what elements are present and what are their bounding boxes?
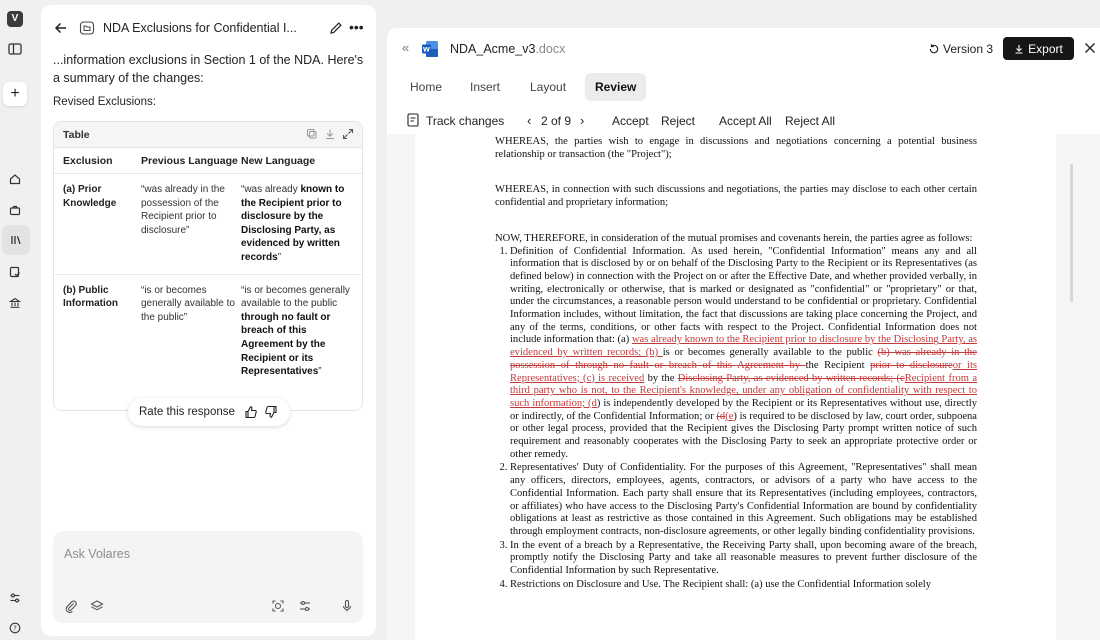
- briefcase-icon[interactable]: [7, 202, 23, 218]
- reject-all-button[interactable]: Reject All: [785, 114, 836, 128]
- download-icon[interactable]: [324, 128, 336, 140]
- tracked-insertion[interactable]: was already known to the Recipient prior to disclosure by the Disclosing Party, as evidenced by written records; (b): [510, 334, 977, 359]
- exclusion-cell: (b) Public Information: [63, 284, 118, 310]
- ask-composer: [53, 531, 363, 623]
- recital-paragraph: WHEREAS, in connection with such discussions and negotiations, the parties may disclose to each other certain confidential and proprietary information;: [495, 184, 977, 209]
- microphone-icon[interactable]: [340, 599, 354, 613]
- copy-icon[interactable]: [306, 128, 318, 140]
- close-icon[interactable]: [1083, 41, 1097, 55]
- exclusion-cell: (a) Prior Knowledge: [63, 184, 117, 209]
- table-row: [54, 275, 362, 388]
- tracked-insertion[interactable]: Recipient from a third party who is not, to the Recipient's knowledge, under any obligation of confidentiality with respect to such information; (d: [510, 372, 977, 409]
- left-rail: [0, 0, 30, 640]
- revised-exclusions-label: Revised Exclusions:: [53, 96, 156, 108]
- next-change-icon[interactable]: ›: [580, 113, 585, 128]
- rate-response-pill: [128, 398, 290, 426]
- document-text: [495, 136, 977, 593]
- recital-paragraph: WHEREAS, the parties wish to engage in discussions and negotiations concerning a potential business relationship or transaction (the "Project");: [495, 136, 977, 160]
- export-button[interactable]: Export: [1003, 37, 1074, 60]
- table-toolbar: [54, 122, 362, 148]
- track-changes-label[interactable]: Track changes: [426, 114, 505, 128]
- page-margin-right: [1056, 134, 1100, 640]
- operative-paragraph: NOW, THEREFORE, in consideration of the mutual promises and covenants herein, the parties agree as follows:: [495, 232, 973, 244]
- table-row: [54, 174, 362, 275]
- new-chat-button[interactable]: [3, 82, 27, 106]
- track-changes-toolbar: [387, 111, 1100, 133]
- plus-icon: +: [10, 85, 20, 102]
- paperclip-icon[interactable]: [64, 599, 78, 613]
- download-icon: [1014, 44, 1024, 54]
- chat-title: NDA Exclusions for Confidential I...: [103, 21, 297, 35]
- tracked-insertion[interactable]: or its Representatives; (c) is received: [510, 359, 978, 384]
- word-file-icon: [421, 40, 439, 58]
- change-position: 2 of 9: [541, 114, 572, 128]
- tracked-insertion[interactable]: (e: [725, 410, 734, 422]
- document-scrollbar[interactable]: [1070, 164, 1073, 302]
- tab-home[interactable]: Home: [410, 80, 443, 94]
- file-name: NDA_Acme_v3.docx: [450, 42, 566, 56]
- column-header-new: New Language: [241, 154, 316, 167]
- help-icon[interactable]: [7, 620, 23, 636]
- edit-pencil-icon[interactable]: [329, 21, 343, 35]
- ask-input[interactable]: [64, 547, 344, 561]
- thumbs-down-icon[interactable]: [264, 405, 278, 419]
- document-header: [387, 28, 1100, 70]
- scan-icon[interactable]: [271, 599, 285, 613]
- page-margin-left: [387, 134, 415, 640]
- document-check-icon[interactable]: [7, 264, 23, 280]
- tab-review[interactable]: Review: [585, 73, 646, 101]
- app-logo[interactable]: V: [7, 11, 23, 27]
- tracked-deletion[interactable]: Disclosing Party, as evidenced by written records; (c: [677, 372, 905, 384]
- reject-button[interactable]: Reject: [661, 114, 696, 128]
- clause-representatives: 2. Representatives' Duty of Confidentiality. For the purposes of this Agreement, "Representatives" shall mean any officers, directors, employees, agents, contractors, or advisors of a party who have access to the Confidential Information. Each party shall ensure that its Representatives (including employees, contractors, or affiliates) who have access to the Disclosing Party's Confidential Information are bound by confidentiality obligations at least as restrictive as those contained in this Agreement. Such obligations may be established through employment contracts, non-disclosure agreements, or other legally binding confidentiality provisions.: [510, 462, 977, 538]
- table-header-row: [54, 148, 362, 174]
- tracked-deletion[interactable]: through no fault or breach of this Agreement by: [575, 359, 806, 371]
- tracked-deletion[interactable]: (b) was already in the possession of: [510, 347, 977, 371]
- rate-label: Rate this response: [139, 406, 235, 418]
- more-options-icon[interactable]: •••: [349, 19, 364, 35]
- chat-panel: [41, 5, 376, 636]
- sliders-icon[interactable]: [7, 590, 23, 606]
- previous-language-cell: “is or becomes generally available to the public”: [141, 284, 235, 323]
- previous-language-cell: “was already in the possession of the Recipient prior to disclosure”: [141, 184, 225, 236]
- tab-insert[interactable]: Insert: [470, 80, 501, 94]
- exclusions-table-card: [53, 121, 363, 411]
- sidebar-toggle-icon[interactable]: [7, 41, 23, 57]
- assistant-message: ...information exclusions in Section 1 of the NDA. Here's a summary of the changes:: [53, 53, 364, 85]
- clause-definition: 1. Definition of Confidential Information. As used herein, "Confidential Information" means any and all information that is disclosed by or on behalf of the Disclosing Party to the Recipient or its Representatives (as defined below) in connection with the Project on or after the Effective Date, and whether provided verbally, in writing, electronically or otherwise, that is marked or designated as "confidential" or "proprietary" or that, under the circumstances, a reasonable person would understand to be confidential or proprietary. Confidential Information includes, without limitation, the fact that discussions are taking place concerning the Project, and any of the terms, conditions, or other facts with respect to the Project. Confidential Information does not include information that: (a) was already known to the Recipient prior to disclosure by the Disclosing Party, as evidenced by written records; (b) is or becomes generally available to the public (b) was already in the possession of through no fault or breach of this Agreement by the Recipient prior to disclosureor its Representatives; (c) is received by the Disclosing Party, as evidenced by written records; (cRecipient from a third party who is not, to the Recipient's knowledge, under any obligation of confidentiality with respect to such information; (d) is independently developed by the Recipient or its Representatives without use, directly or indirectly, of the Confidential Information; or (d(e) is required to be disclosed by law, court order, subpoena or other legal process, provided that the Recipient gives the Disclosing Party prompt written notice of such requirement and reasonably cooperates with the Disclosing Party to seek an appropriate protective order or other remedy.: [510, 246, 977, 462]
- home-icon[interactable]: [7, 171, 23, 187]
- collapse-panel-icon[interactable]: «: [402, 40, 410, 55]
- svg-text:?: ?: [13, 624, 17, 633]
- clause-restrictions: 4. Restrictions on Disclosure and Use. The Recipient shall: (a) use the Confidential Information solely: [510, 579, 977, 592]
- bank-icon[interactable]: [7, 295, 23, 311]
- accept-all-button[interactable]: Accept All: [719, 114, 772, 128]
- table-label: Table: [63, 129, 90, 141]
- expand-icon[interactable]: [342, 128, 354, 140]
- column-header-previous: Previous Language: [141, 154, 238, 167]
- svg-text:W: W: [422, 45, 431, 54]
- new-language-cell: “was already known to the Recipient prior to disclosure by the Disclosing Party, as evidenced by written records”: [241, 184, 345, 263]
- version-button[interactable]: Version 3: [928, 42, 993, 56]
- back-arrow-icon[interactable]: [53, 20, 69, 36]
- track-changes-icon[interactable]: [407, 113, 419, 127]
- thumbs-up-icon[interactable]: [244, 405, 258, 419]
- new-language-cell: “is or becomes generally available to the public through no fault or breach of this Agreement by the Recipient or its Representatives”: [241, 284, 350, 378]
- library-icon[interactable]: [2, 225, 30, 255]
- tab-layout[interactable]: Layout: [530, 80, 567, 94]
- previous-change-icon[interactable]: ‹: [527, 113, 532, 128]
- tracked-deletion[interactable]: prior to disclosure: [870, 359, 953, 371]
- history-icon: [928, 43, 940, 55]
- folder-icon[interactable]: [79, 20, 95, 36]
- document-page: [415, 134, 1055, 640]
- document-panel: [387, 28, 1100, 640]
- accept-button[interactable]: Accept: [612, 114, 649, 128]
- tracked-deletion[interactable]: (d: [716, 410, 726, 422]
- settings-sliders-icon[interactable]: [298, 599, 312, 613]
- chat-header: [41, 5, 376, 51]
- column-header-exclusion: Exclusion: [63, 154, 113, 167]
- clause-breach: 3. In the event of a breach by a Representative, the Receiving Party shall, upon becoming aware of the breach, promptly notify the Disclosing Party and take all reasonable measures to prevent further disclosure of the Confidential Information by such Representative.: [510, 540, 977, 578]
- layers-icon[interactable]: [90, 599, 104, 613]
